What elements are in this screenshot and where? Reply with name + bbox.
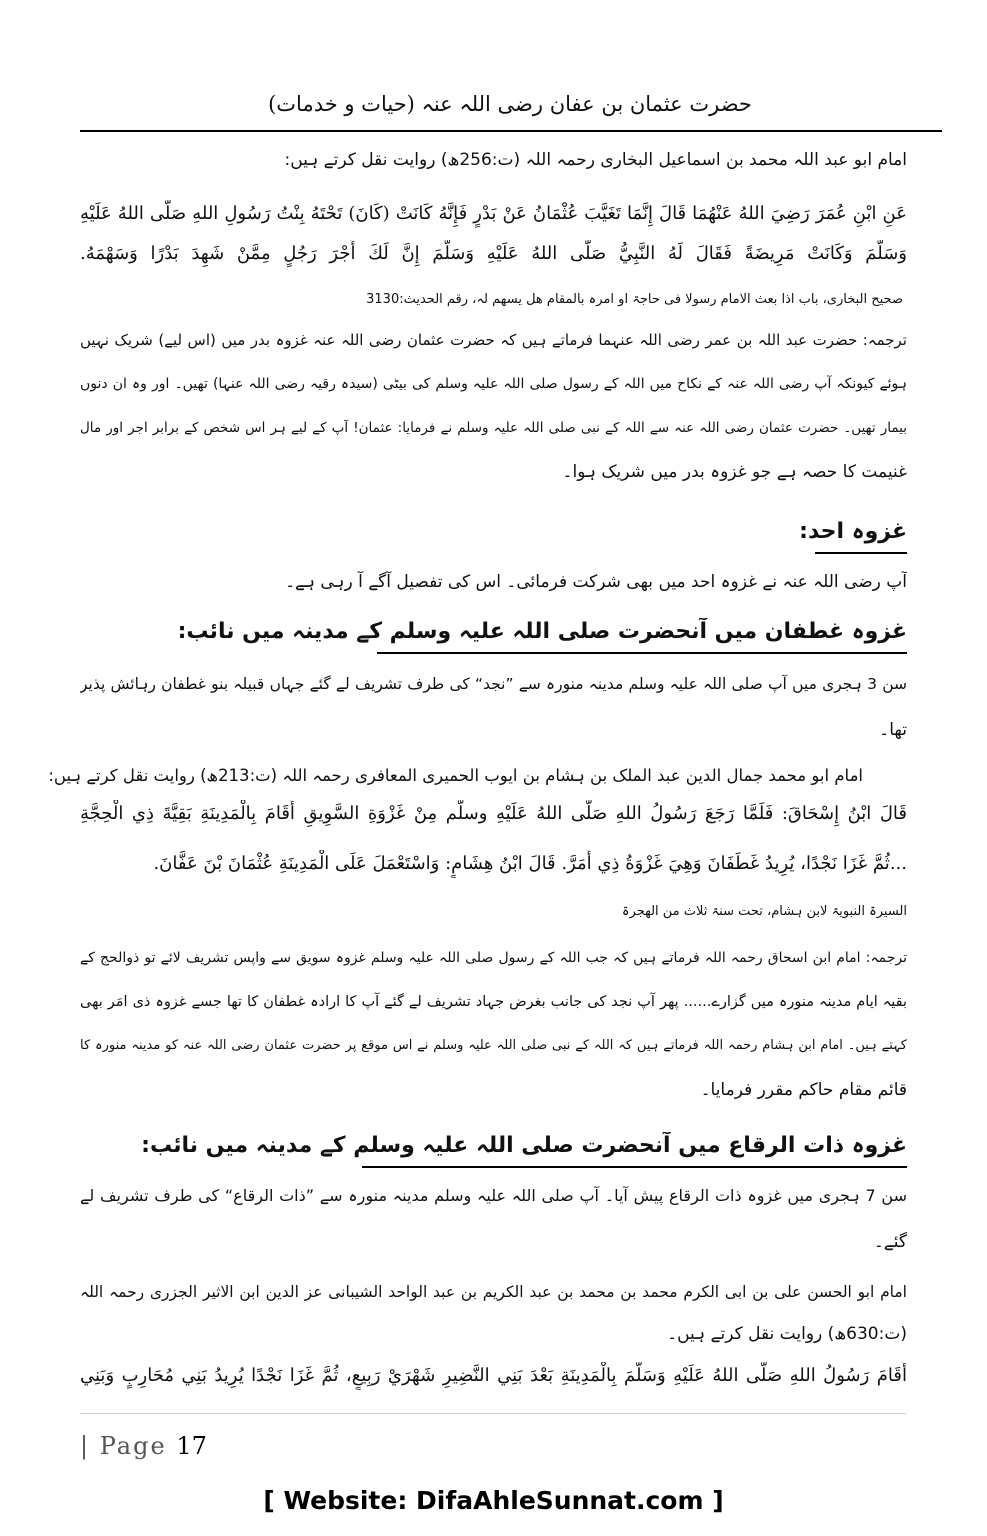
running-header-title: حضرت عثمان بن عفان رضی اللہ عنہ (حیات و خدمات) <box>268 92 752 116</box>
translation-2-line-1: ترجمہ: امام ابن اسحاق رحمہ اللہ فرماتے ہیں کہ جب اللہ کے رسول صلی اللہ علیہ وسلم غزوہ سویق سے واپس تشریف لائے تو ذوالحج کے <box>80 950 907 966</box>
translation-1-line-3: بیمار تھیں۔ حضرت عثمان رضی اللہ عنہ سے اللہ کے نبی صلی اللہ علیہ وسلم نے فرمایا: عثمان! آپ کے لیے ہر اس شخص کے برابر اجر اور مال <box>80 420 907 436</box>
ghatfan-line-1: سن 3 ہجری میں آپ صلی اللہ علیہ وسلم مدینہ منورہ سے ”نجد“ کی طرف تشریف لے گئے جہاں قبیلہ بنو غطفان رہائش پذیر <box>80 675 907 693</box>
ibn-hisham-reference: السیرۃ النبویۃ لابن ہشام، تحت سنۃ ثلاث من الھجرۃ <box>621 904 907 919</box>
translation-2-line-4: قائم مقام حاکم مقرر فرمایا۔ <box>700 1080 907 1100</box>
hadith-3-line-1: أَقَامَ رَسُولُ اللهِ صَلَّى اللهُ عَلَيْهِ وَسَلَّمَ بِالْمَدِينَةِ بَعْدَ بَنِي النَّضِيرِ شَهْرَيْ رَبِيعٍ، ثُمَّ غَزَا نَجْدًا يُرِيدُ بَنِي مُحَارِبٍ وَبَنِي <box>80 1365 907 1386</box>
heading-dhat-ur-riqa-underline <box>362 1166 907 1168</box>
bukhari-reference: صحیح البخاری، باب اذا بعث الامام رسولا فی حاجۃ او امرہ بالمقام ھل یسھم لہ، رقم الحدیث:3130 <box>366 292 903 307</box>
footer-rule <box>80 1413 906 1414</box>
bukhari-intro: امام ابو عبد اللہ محمد بن اسماعیل البخاری رحمہ اللہ (ت:256ھ) روایت نقل کرتے ہیں: <box>284 150 907 170</box>
uhud-text: آپ رضی اللہ عنہ نے غزوہ احد میں بھی شرکت فرمائی۔ اس کی تفصیل آگے آ رہی ہے۔ <box>285 572 907 592</box>
translation-1-line-4: غنیمت کا حصہ ہے جو غزوہ بدر میں شریک ہوا۔ <box>562 462 907 482</box>
heading-uhud-underline <box>815 552 907 554</box>
header-rule <box>80 130 942 132</box>
heading-uhud: غزوہ احد: <box>799 519 907 544</box>
heading-ghatfan-underline <box>377 652 907 654</box>
page-number-label <box>80 1432 207 1460</box>
hadith-2-line-1: قَالَ ابْنُ إِسْحَاقَ: فَلَمَّا رَجَعَ رَسُولُ اللهِ صَلَّى اللهُ عَلَيْهِ وسلّم مِنْ غَزْوَةِ السَّوِيقِ أَقَامَ بِالْمَدِينَةِ بَقِيَّةَ ذِي الْحِجَّةِ <box>80 803 907 824</box>
hadith-1-line-1: عَنِ ابْنِ عُمَرَ رَضِيَ اللهُ عَنْهُمَا قَالَ إِنَّمَا تَغَيَّبَ عُثْمَانُ عَنْ بَدْرٍ فَإِنَّهُ كَانَتْ (كَانَ) تَحْتَهُ بِنْتُ رَسُولِ اللهِ صَلَّى اللهُ عَلَيْهِ <box>80 203 907 224</box>
hadith-2-line-2: ...ثُمَّ غَزَا نَجْدًا، يُرِيدُ غَطَفَانَ وَهِيَ غَزْوَةُ ذِي أَمَرَّ. قَالَ ابْنُ هِشَامٍ: وَاسْتَعْمَلَ عَلَى الْمَدِينَةِ عُثْمَانَ بْنَ عَفَّانَ. <box>153 853 907 874</box>
translation-2-line-2: بقیہ ایام مدینہ منورہ میں گزارے...... پھر آپ نجد کی جانب بغرض جہاد تشریف لے گئے آپ کا ارادہ غطفان کا تھا جسے غزوہ ذی امَر بھی <box>80 994 907 1010</box>
hadith-1-line-2: وَسَلَّمَ وَكَانَتْ مَرِيضَةً فَقَالَ لَهُ النَّبِيُّ صَلَّى اللهُ عَلَيْهِ وَسَلَّمَ إِنَّ لَكَ أَجْرَ رَجُلٍ مِمَّنْ شَهِدَ بَدْرًا وَسَهْمَهُ. <box>80 243 907 264</box>
page-number: 17 <box>176 1432 207 1460</box>
ibn-athir-intro-line-2: (ت:630ھ) روایت نقل کرتے ہیں۔ <box>667 1324 907 1344</box>
ibn-athir-intro-line-1: امام ابو الحسن علی بن ابی الکرم محمد بن محمد بن عبد الکریم بن عبد الواحد الشیبانی عز الدین ابن الاثیر الجزری رحمہ اللہ <box>80 1283 907 1301</box>
website-banner: [ Website: DifaAhleSunnat.com ] <box>263 1486 724 1515</box>
page-label-text: | Page <box>80 1432 167 1460</box>
ghatfan-line-2: تھا۔ <box>879 720 907 740</box>
riqa-line-2: گئے۔ <box>873 1232 907 1252</box>
ibn-hisham-intro: امام ابو محمد جمال الدین عبد الملک بن ہشام بن ایوب الحمیری المعافری رحمہ اللہ (ت:213ھ) روایت نقل کرتے ہیں: <box>48 766 863 785</box>
heading-dhat-ur-riqa: غزوہ ذات الرقاع میں آنحضرت صلی اللہ علیہ وسلم کے مدینہ میں نائب: <box>141 1133 907 1158</box>
riqa-line-1: سن 7 ہجری میں غزوہ ذات الرقاع پیش آیا۔ آپ صلی اللہ علیہ وسلم مدینہ منورہ سے ”ذات الرقاع“ کی طرف تشریف لے <box>80 1186 907 1205</box>
translation-2-line-3: کہتے ہیں۔ امام ابن ہشام رحمہ اللہ فرماتے ہیں کہ اللہ کے نبی صلی اللہ علیہ وسلم نے اس موقع پر حضرت عثمان رضی اللہ عنہ کو مدینہ منورہ کا <box>80 1038 907 1053</box>
heading-ghatfan: غزوہ غطفان میں آنحضرت صلی اللہ علیہ وسلم کے مدینہ میں نائب: <box>177 619 907 644</box>
translation-1-line-1: ترجمہ: حضرت عبد اللہ بن عمر رضی اللہ عنہما فرماتے ہیں کہ حضرت عثمان رضی اللہ عنہ غزوہ بدر میں (اس لیے) شریک نہیں <box>80 331 907 349</box>
translation-1-line-2: ہوئے کیونکہ آپ رضی اللہ عنہ کے نکاح میں اللہ کے رسول صلی اللہ علیہ وسلم کی بیٹی (سیدہ رقیہ رضی اللہ عنہا) تھیں۔ اور وہ ان دنوں <box>80 376 907 392</box>
